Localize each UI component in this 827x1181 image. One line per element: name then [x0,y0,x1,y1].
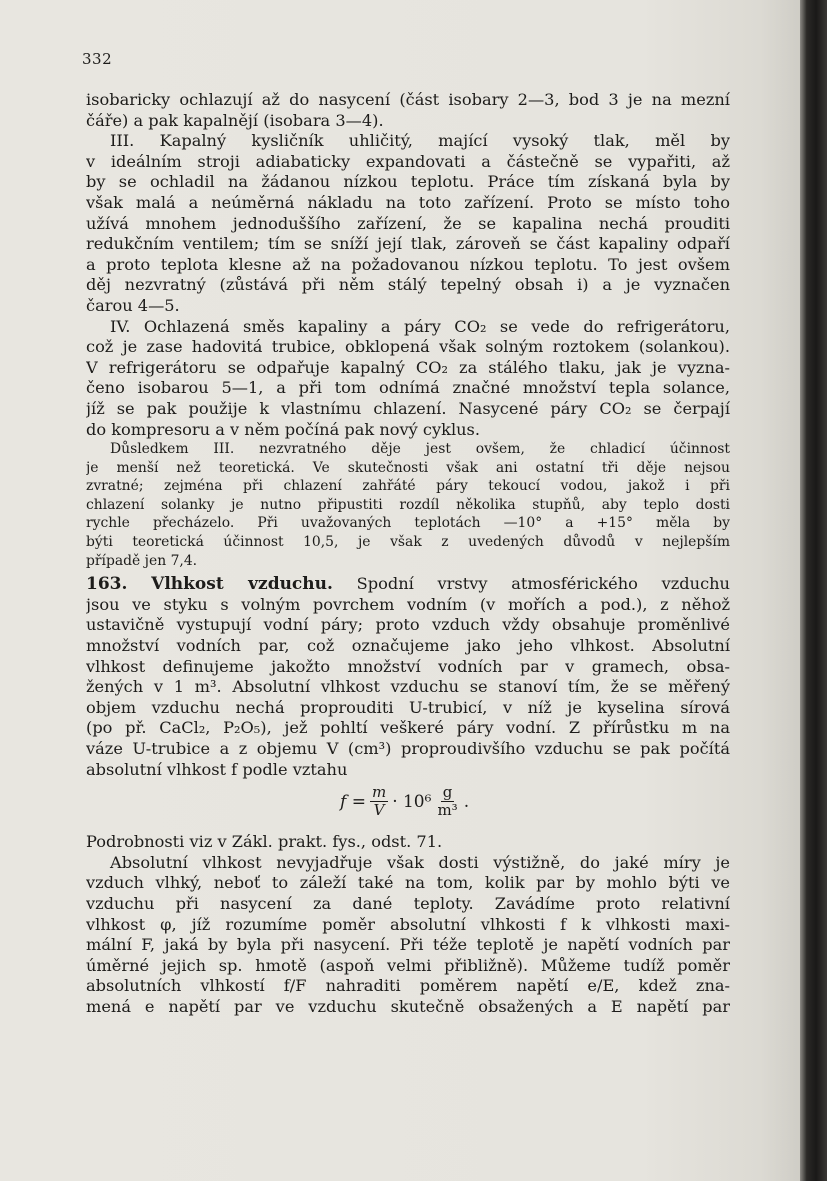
note-line: býti teoretická účinnost 10,5, je však z uvedených důvodů v nejlepším [86,534,730,551]
text-line: isobaricky ochlazují až do nasycení (část isobary 2—3, bod 3 je na mezní [86,90,730,109]
note-line: chlazení solanky je nutno připustiti rozdíl několika stupňů, aby teplo dosti [86,496,730,513]
note-line: případě jen 7,4. [86,552,198,569]
text-line: do kompresoru a v něm počíná pak nový cyklus. [86,419,481,439]
text-line: což je zase hadovitá trubice, obklopená však solným roztokem (solankou). [86,337,730,357]
humidity-formula [86,780,730,832]
text-line: Absolutní vlhkost nevyjadřuje však dosti výstižně, do jaké míry je [110,852,730,872]
text-line: mená e napětí par ve vzduchu skutečně obsažených a E napětí par [86,996,730,1016]
text-line: žených v 1 m³. Absolutní vlhkost vzduchu se stanoví tím, že se měřený [86,677,730,697]
paragraph-iv [86,317,730,441]
fraction-numerator: g [442,783,453,802]
note-line: Důsledkem III. nezvratného děje jest ovšem, že chladicí účinnost [110,441,730,458]
text-line: v ideálním stroji adiabaticky expandovati a částečně se vypařiti, až [86,151,730,171]
note-paragraph [86,440,730,570]
formula-multiplier: · 10⁶ [392,791,432,812]
text-line: vlhkost definujeme jakožto množství vodních par v gramech, obsa- [86,656,730,676]
text-line: vzduch vlhký, neboť to záleží také na tom, kolik par by mohlo býti ve [86,873,730,893]
text-line: absolutní vlhkost f podle vztahu [86,759,348,779]
formula-lhs: f = [340,791,366,812]
section-number: 163. [86,574,128,595]
text-line: a proto teplota klesne až na požadovanou nízkou teplotu. To jest ovšem [86,254,730,274]
text-line: vzduchu při nasycení za dané teploty. Zavádíme proto relativní [86,893,730,913]
fraction-denominator: V [373,801,385,820]
text-line: jíž se pak použije k vlastnímu chlazení. Nasycené páry CO₂ se čerpají [86,398,730,418]
paragraph-reference [86,832,730,853]
text-line: vlhkost φ, jíž rozumíme poměr absolutní vlhkosti f k vlhkosti maxi- [86,914,730,934]
text-line: užívá mnohem jednoduššího zařízení, že se kapalina nechá prouditi [86,213,730,233]
text-line: váze U-trubice a z objemu V (cm³) proproudivšího vzduchu se pak počítá [86,739,730,758]
note-line: zvratné; zejména při chlazení zahřáté páry tekoucí vodou, jakož i při [86,478,730,495]
text-line: množství vodních par, což označujeme jako jeho vlhkost. Absolutní [86,636,730,656]
fraction-m-over-v [370,784,388,819]
paragraph-isobar [86,90,730,131]
text-line: ustavičně vystupují vodní páry; proto vzduch vždy obsahuje proměnlivé [86,615,730,635]
section-title: Vlhkost vzduchu. [151,574,333,595]
book-spine-shadow [800,0,827,1181]
text-line: jsou ve styku s volným povrchem vodním (v mořích a pod.), z něhož [86,594,730,614]
text-line: čeno isobarou 5—1, a při tom odnímá značné množství tepla solance, [86,378,730,398]
text-line: absolutních vlhkostí f/F nahraditi poměrem napětí e/E, kdež zna- [86,976,730,996]
page-number: 332 [82,50,113,68]
text-line: však malá a neúměrná nákladu na toto zařízení. Proto se místo toho [86,192,730,212]
text-line: čáře) a pak kapalnějí (isobara 3—4). [86,110,384,130]
page-text [86,90,730,1018]
paragraph-relative-humidity [86,853,730,1018]
text-line: III. Kapalný kysličník uhličitý, mající vysoký tlak, měl by [110,131,730,151]
paragraph-iii [86,131,730,316]
text-line: V refrigerátoru se odpařuje kapalný CO₂ za stálého tlaku, jak je vyzna- [86,357,730,377]
text-fragment: Spodní vrstvy atmosférického vzduchu [356,574,730,594]
text-line: redukčním ventilem; tím se sníží její tlak, zároveň se část kapaliny odpaří [86,234,730,254]
text-line: děj nezvratný (zůstává při něm stálý tepelný obsah i) a je vyznačen [86,275,730,295]
fraction-numerator: m [371,783,387,802]
note-line: je menší než teoretická. Ve skutečnosti však ani ostatní tři děje nejsou [86,459,730,476]
text-line: (po př. CaCl₂, P₂O₅), jež pohltí veškeré páry vodní. Z přírůstku m na [86,718,730,738]
text-line: úměrné jejich sp. hmotě (aspoň velmi přibližně). Můžeme tudíž poměr [86,955,730,975]
formula-end: . [463,791,470,812]
text-line: Podrobnosti viz v Zákl. prakt. fys., odst. 71. [86,832,443,852]
text-line: čarou 4—5. [86,295,180,315]
fraction-units [435,784,459,819]
text-line: mální F, jaká by byla při nasycení. Při téže teplotě je napětí vodních par [86,935,730,955]
fraction-denominator: m³ [437,801,458,820]
section-163 [86,574,730,780]
text-line: by se ochladil na žádanou nízkou teplotu. Práce tím získaná byla by [86,172,730,192]
note-line: rychle přecházelo. Při uvažovaných teplotách —10° a +15° měla by [86,515,730,532]
text-line: IV. Ochlazená směs kapaliny a páry CO₂ se vede do refrigerátoru, [110,316,730,336]
section-heading-line [86,574,730,595]
text-line: objem vzduchu nechá proprouditi U-trubicí, v níž je kyselina sírová [86,697,730,717]
